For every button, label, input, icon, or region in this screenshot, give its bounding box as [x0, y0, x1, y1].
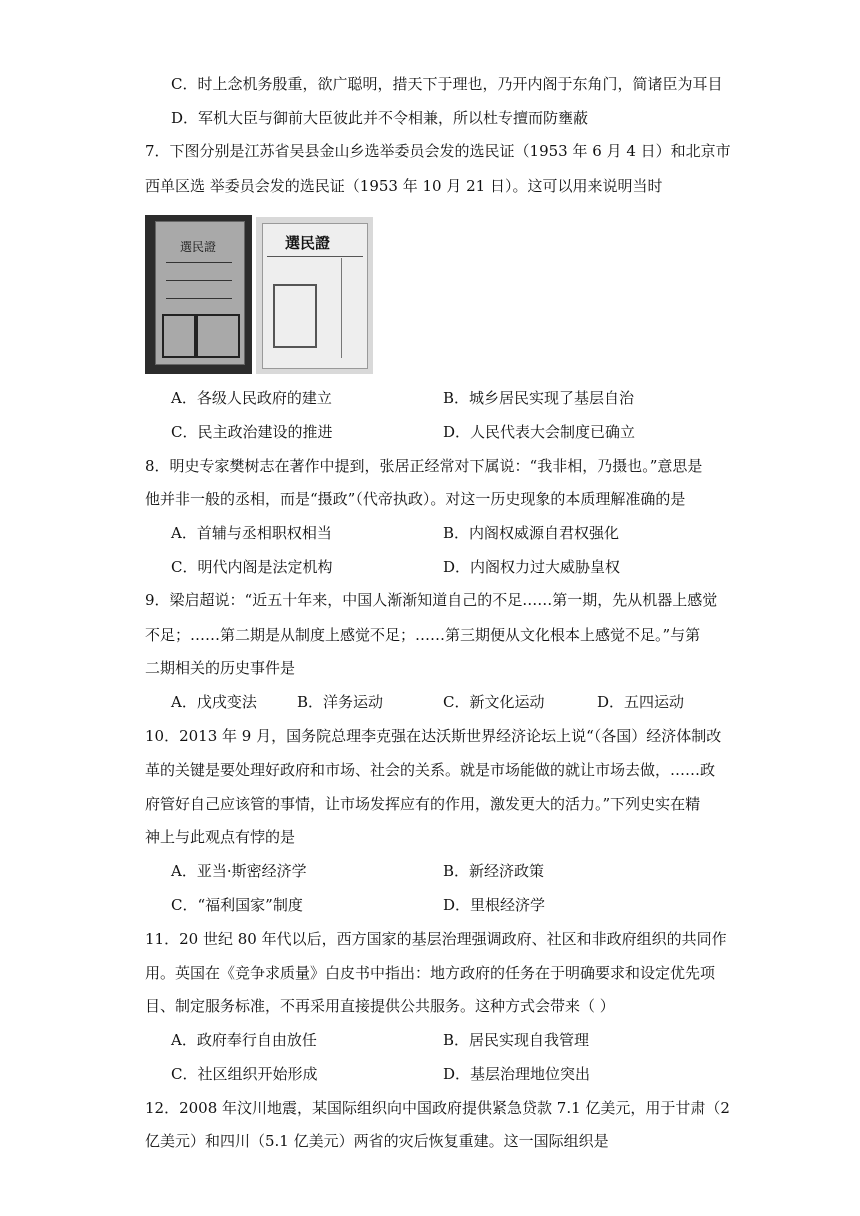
q8-option-a: A．首辅与丞相职权相当 [171, 524, 332, 542]
q10-option-d: D．里根经济学 [443, 896, 546, 914]
q7-voter-card-photos [145, 215, 373, 374]
q11-option-c: C．社区组织开始形成 [171, 1065, 318, 1083]
q10-stem-line4: 神上与此观点有悖的是 [145, 828, 296, 846]
q9-stem-line1: 9．梁启超说：“近五十年来，中国人渐渐知道自己的不足……第一期，先从机器上感觉 [145, 591, 718, 609]
stamp-1 [162, 314, 196, 358]
q8-stem-line1: 8．明史专家樊树志在著作中提到，张居正经常对下属说：“我非相，乃摄也。”意思是 [145, 457, 703, 475]
stamp-3 [273, 284, 317, 348]
q7-option-d: D．人民代表大会制度已确立 [443, 423, 636, 441]
q7-option-c: C．民主政治建设的推进 [171, 423, 333, 441]
q10-option-c: C．“福利国家”制度 [171, 896, 303, 914]
q7-stem-line1: 7．下图分别是江苏省吴县金山乡选举委员会发的选民证（1953 年 6 月 4 日）和北京市 [145, 142, 731, 160]
photo1-card-title: 選民證 [180, 240, 217, 254]
q11-stem-line1: 11．20 世纪 80 年代以后，西方国家的基层治理强调政府、社区和非政府组织的共同作 [145, 930, 727, 948]
q8-stem-line2: 他并非一般的丞相，而是“摄政”（代帝执政）。对这一历史现象的本质理解准确的是 [145, 490, 686, 508]
q9-option-b: B．洋务运动 [297, 693, 384, 711]
stamp-2 [196, 314, 240, 358]
q9-stem-line3: 二期相关的历史事件是 [145, 659, 296, 677]
q10-stem-line3: 府管好自己应该管的事情，让市场发挥应有的作用，激发更大的活力。”下列史实在精 [145, 795, 701, 813]
q10-option-a: A．亚当·斯密经济学 [171, 862, 307, 880]
q11-option-a: A．政府奉行自由放任 [171, 1031, 317, 1049]
q9-option-a: A．戊戌变法 [171, 693, 257, 711]
q7-stem-line2: 西单区选 举委员会发的选民证（1953 年 10 月 21 日）。这可以用来说明当时 [145, 177, 663, 195]
q9-stem-line2: 不足；……第二期是从制度上感觉不足；……第三期便从文化根本上感觉不足。”与第 [145, 626, 701, 644]
q12-stem-line2: 亿美元）和四川（5.1 亿美元）两省的灾后恢复重建。这一国际组织是 [145, 1132, 609, 1150]
q11-stem-line3: 目、制定服务标准，不再采用直接提供公共服务。这种方式会带来（ ） [145, 997, 615, 1015]
q9-option-c: C．新文化运动 [443, 693, 545, 711]
beijing-voter-card-photo [256, 217, 373, 374]
q7-option-b: B．城乡居民实现了基层自治 [443, 389, 635, 407]
q8-option-c: C．明代内阁是法定机构 [171, 558, 333, 576]
q9-option-d: D．五四运动 [597, 693, 685, 711]
q10-option-b: B．新经济政策 [443, 862, 545, 880]
q11-option-b: B．居民实现自我管理 [443, 1031, 590, 1049]
q12-stem-line1: 12．2008 年汶川地震，某国际组织向中国政府提供紧急贷款 7.1 亿美元，用于甘肃（2 [145, 1099, 730, 1117]
q11-option-d: D．基层治理地位突出 [443, 1065, 591, 1083]
q10-stem-line2: 革的关键是要处理好政府和市场、社会的关系。就是市场能做的就让市场去做，……政 [145, 761, 716, 779]
q8-option-b: B．内阁权威源自君权强化 [443, 524, 620, 542]
q8-option-d: D．内阁权力过大威胁皇权 [443, 558, 621, 576]
photo2-card-title: 選民證 [285, 234, 331, 252]
q6-option-d: D．军机大臣与御前大臣彼此并不令相兼，所以杜专擅而防壅蔽 [171, 109, 589, 127]
wuxian-voter-card-photo [145, 215, 252, 374]
q10-stem-line1: 10．2013 年 9 月，国务院总理李克强在达沃斯世界经济论坛上说“（各国）经济体制改 [145, 727, 722, 745]
q6-option-c: C．时上念机务殷重，欲广聪明，措天下于理也，乃开内阁于东角门，简诸臣为耳目 [171, 75, 723, 93]
q7-option-a: A．各级人民政府的建立 [171, 389, 332, 407]
q11-stem-line2: 用。英国在《竞争求质量》白皮书中指出：地方政府的任务在于明确要求和设定优先项 [145, 964, 716, 982]
